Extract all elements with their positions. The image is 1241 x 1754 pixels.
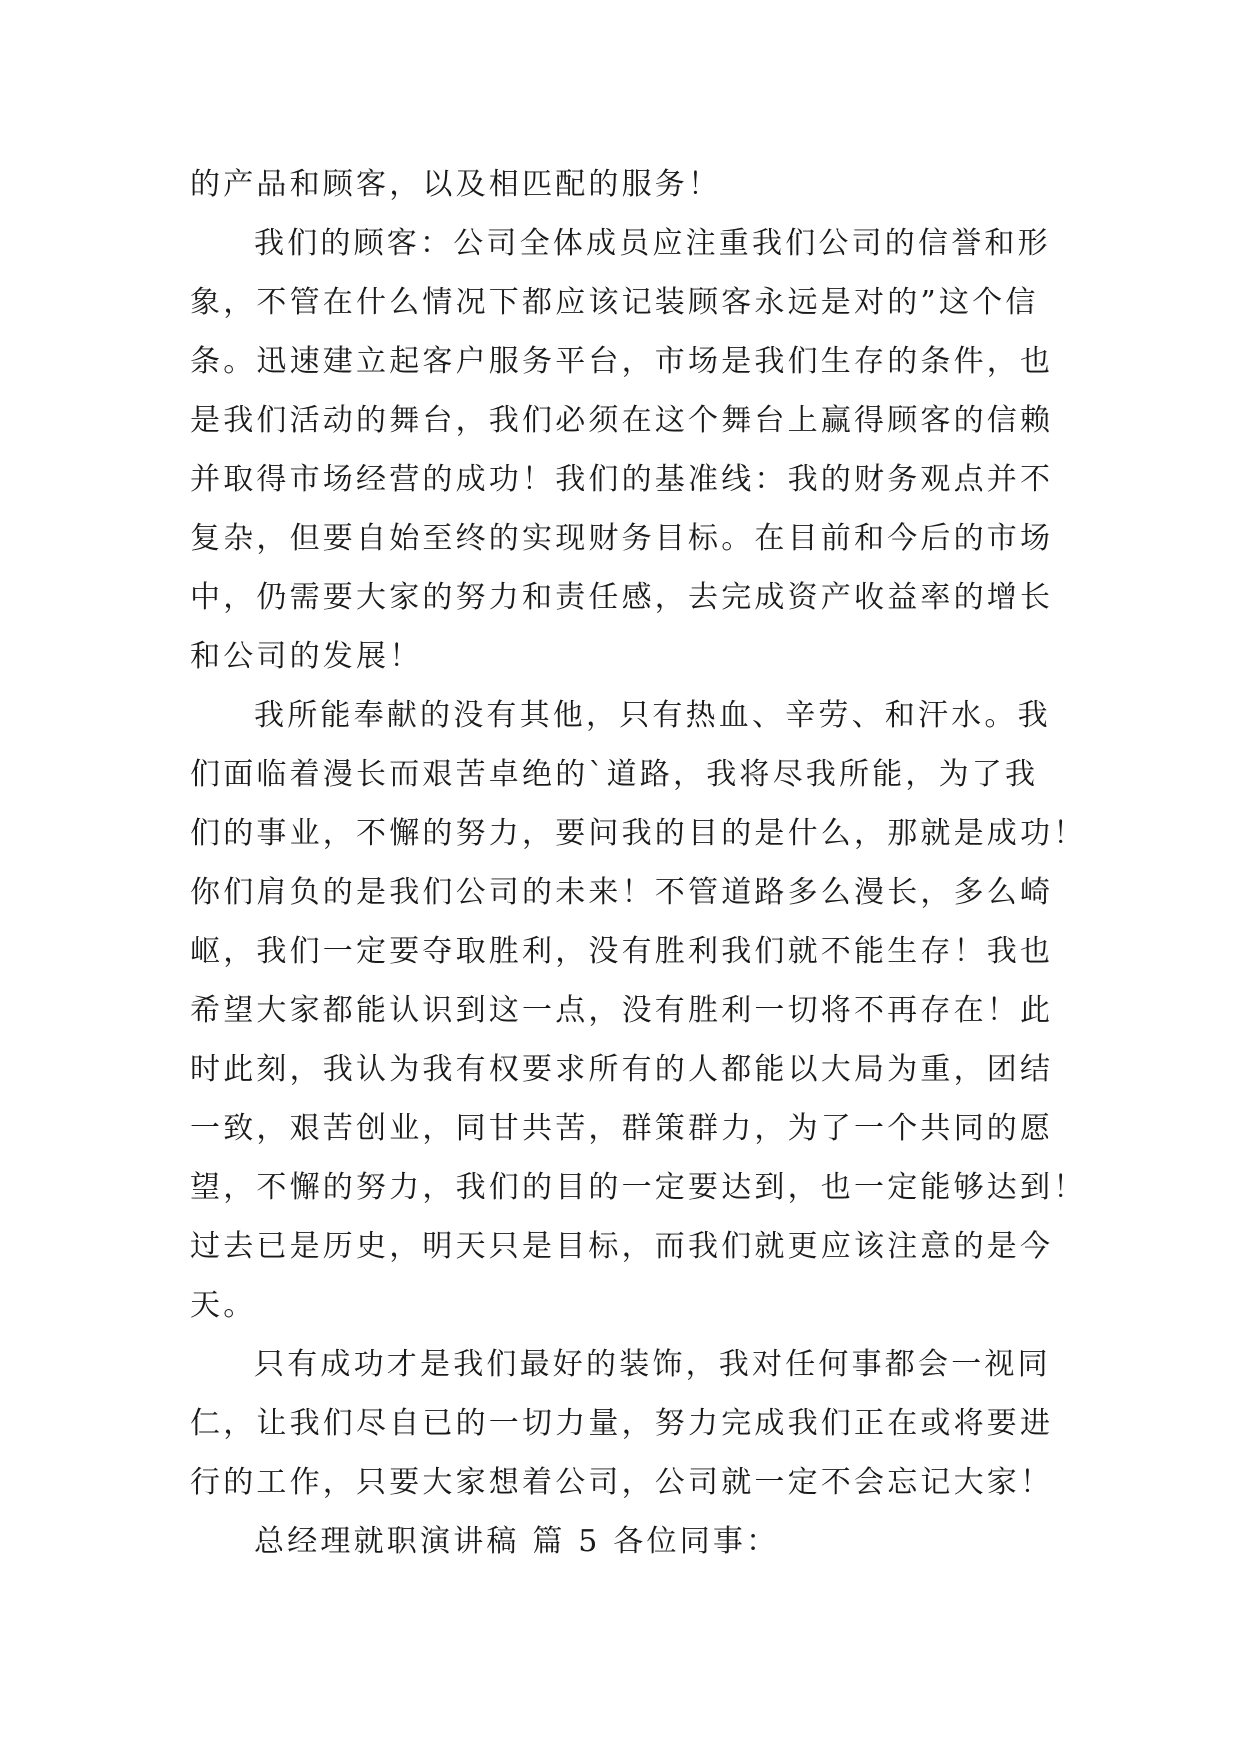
text-line: 条。迅速建立起客户服务平台，市场是我们生存的条件，也 [190,344,1054,379]
text-line: 是我们活动的舞台，我们必须在这个舞台上赢得顾客的信赖 [190,403,1054,438]
text-line: 时此刻，我认为我有权要求所有的人都能以大局为重，团结 [190,1052,1054,1087]
text-line: 我所能奉献的没有其他，只有热血、辛劳、和汗水。我 [254,698,1051,733]
text-line: 象，不管在什么情况下都应该记装顾客永远是对的”这个信 [190,285,1039,320]
text-line: 并取得市场经营的成功！我们的基准线：我的财务观点并不 [190,462,1054,497]
text-line: 和公司的发展！ [190,639,423,674]
text-line: 我们的顾客：公司全体成员应注重我们公司的信誉和形 [254,226,1051,261]
text-line: 你们肩负的是我们公司的未来！不管道路多么漫长，多么崎 [190,875,1054,910]
text-line: 复杂，但要自始至终的实现财务目标。在目前和今后的市场 [190,521,1054,556]
text-line: 一致，艰苦创业，同甘共苦，群策群力，为了一个共同的愿 [190,1111,1054,1146]
document-body [190,155,1087,1571]
text-line: 中，仍需要大家的努力和责任感，去完成资产收益率的增长 [190,580,1054,615]
text-line: 希望大家都能认识到这一点，没有胜利一切将不再存在！此 [190,993,1054,1028]
text-line: 过去已是历史，明天只是目标，而我们就更应该注意的是今 [190,1229,1054,1264]
text-line: 只有成功才是我们最好的装饰，我对任何事都会一视同 [254,1347,1051,1382]
text-line: 总经理就职演讲稿 篇 5 各位同事： [254,1524,780,1559]
text-line: 仁，让我们尽自已的一切力量，努力完成我们正在或将要进 [190,1406,1054,1441]
text-line: 的产品和顾客，以及相匹配的服务！ [190,167,722,202]
text-line: 岖，我们一定要夺取胜利，没有胜利我们就不能生存！我也 [190,934,1054,969]
text-line: 行的工作，只要大家想着公司，公司就一定不会忘记大家！ [190,1465,1054,1500]
text-line: 天。 [190,1288,257,1323]
text-line: 们的事业，不懈的努力，要问我的目的是什么，那就是成功！ [190,816,1087,851]
text-line: 望，不懈的努力，我们的目的一定要达到，也一定能够达到！ [190,1170,1087,1205]
text-line: 们面临着漫长而艰苦卓绝的`道路，我将尽我所能，为了我 [190,757,1039,792]
